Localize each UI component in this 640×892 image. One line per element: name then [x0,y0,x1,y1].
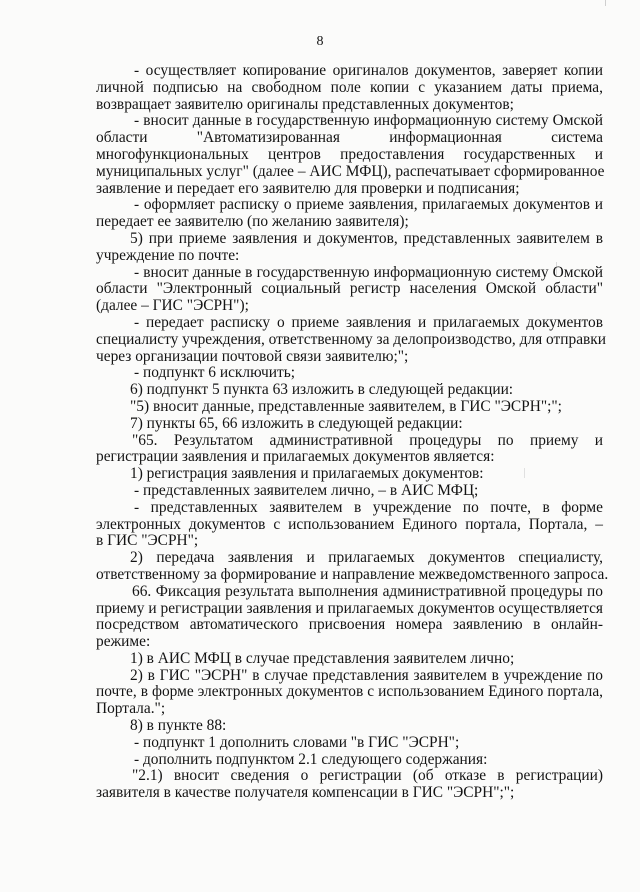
paragraph-line: заявителя в качестве получателя компенсации в ГИС "ЭСРН";"; [96,784,515,802]
paragraph-line: области "Электронный социальный регистр населения Омской области" [96,280,603,298]
paragraph-line: Портала."; [96,700,166,718]
paragraph-line: области "Автоматизированная информационная система [96,129,603,147]
paragraph-line: приему и регистрации заявления и прилагаемых документов осуществляется [96,599,603,617]
paragraph-line: - представленных заявителем в учреждение по почте, в форме [134,498,603,516]
paragraph-line: - дополнить подпунктом 2.1 следующего содержания: [134,750,488,768]
paragraph-line: почте, в форме электронных документов с использованием Единого портала, [96,683,603,701]
paragraph-line: - осуществляет копирование оригиналов документов, заверяет копии [134,62,603,79]
paragraph-line: - представленных заявителем лично, – в АИС МФЦ; [134,481,479,499]
paragraph-line: в ГИС "ЭСРН"; [96,532,199,550]
paragraph-line: 2) передача заявления и прилагаемых документов специалисту, [130,549,603,567]
paragraph-line: режиме: [96,633,151,651]
paragraph-line: - вносит данные в государственную информационную систему Омской [134,263,603,281]
paragraph-line: (далее – ГИС "ЭСРН"); [96,297,249,315]
paragraph-line: через организации почтовой связи заявителю;"; [96,347,409,365]
paragraph-line: многофункциональных центров предоставления государственных и [96,145,603,163]
paragraph-line: учреждение по почте: [96,246,240,264]
paragraph-line: "65. Результатом административной процедуры по приему и [132,431,603,449]
paragraph-line: электронных документов с использованием Единого портала, Портала, – [96,515,603,533]
paragraph-line: "5) вносит данные, представленные заявителем, в ГИС "ЭСРН";"; [130,397,562,415]
paragraph-line: 2) в ГИС "ЭСРН" в случае представления заявителем в учреждение по [130,666,603,684]
paragraph-line: возвращает заявителю оригиналы представленных документов; [96,95,514,113]
paragraph-line: - подпункт 6 исключить; [134,364,295,382]
paragraph-line: 5) при приеме заявления и документов, представленных заявителем в [130,229,603,247]
paragraph-line: - вносит данные в государственную информационную систему Омской [134,112,603,130]
page-number: 8 [316,34,324,49]
paragraph-line: передает ее заявителю (по желанию заявителя); [96,213,409,231]
document-body [96,62,609,802]
paragraph-line: 6) подпункт 5 пункта 63 изложить в следующей редакции: [130,381,514,399]
paragraph-line: 1) регистрация заявления и прилагаемых документов: [130,465,484,483]
paragraph-line: ответственному за формирование и направление межведомственного запроса. [96,565,609,583]
paragraph-line: специалисту учреждения, ответственному за делопроизводство, для отправки [96,330,607,348]
paragraph-line: посредством автоматического присвоения номера заявлению в онлайн- [96,616,603,634]
paragraph-line: 8) в пункте 88: [130,717,227,735]
paragraph-line: "2.1) вносит сведения о регистрации (об отказе в регистрации) [132,767,603,785]
paragraph-line: 7) пункты 65, 66 изложить в следующей редакции: [130,414,463,432]
paragraph-line: - подпункт 1 дополнить словами "в ГИС "ЭСРН"; [134,733,460,751]
paragraph-line: 66. Фиксация результата выполнения административной процедуры по [132,582,603,600]
paragraph-line: регистрации заявления и прилагаемых документов является: [96,448,495,466]
paragraph-line: - передает расписку о приеме заявления и прилагаемых документов [134,313,603,331]
paragraph-line: заявление и передает его заявителю для проверки и подписания; [96,179,520,197]
paragraph-line: муниципальных услуг" (далее – АИС МФЦ), распечатывает сформированное [96,162,605,180]
paragraph-line: 1) в АИС МФЦ в случае представления заявителем лично; [130,649,515,667]
scan-artifact [605,0,606,6]
paragraph-line: - оформляет расписку о приеме заявления, прилагаемых документов и [134,196,603,214]
paragraph-line: личной подписью на свободном поле копии с указанием даты приема, [96,78,603,96]
